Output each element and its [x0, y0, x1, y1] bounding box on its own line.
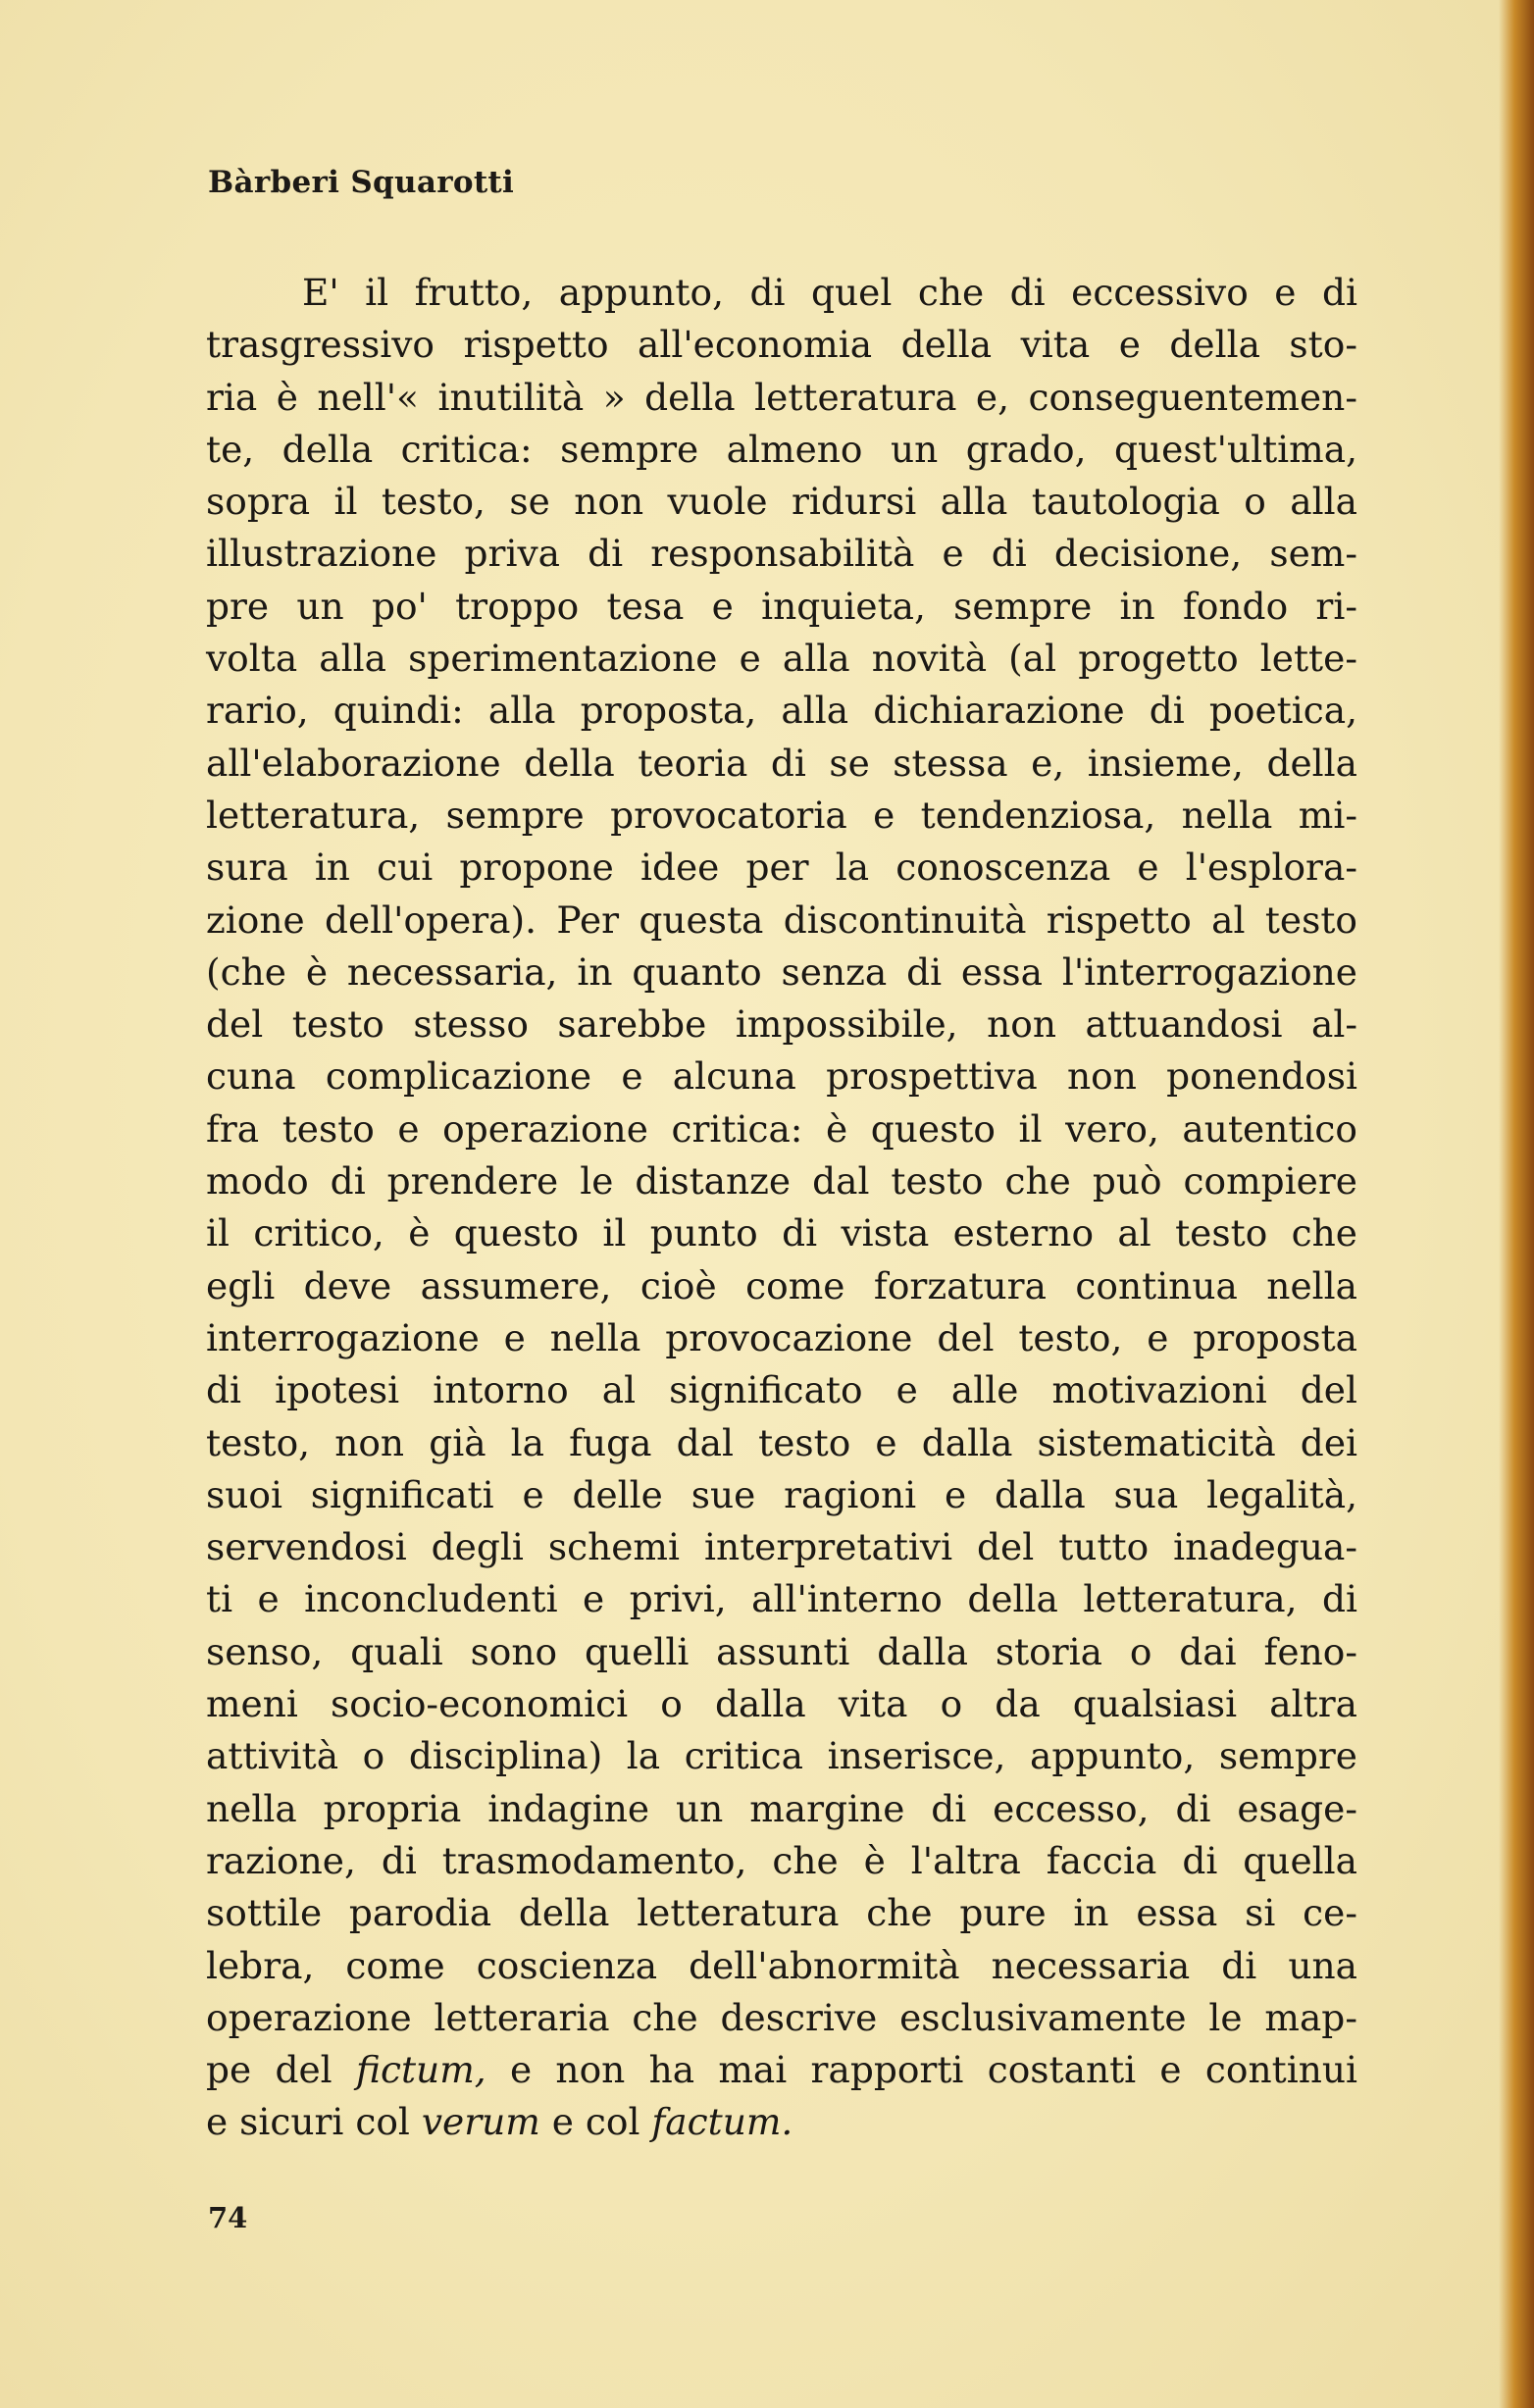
- text-line: (che è necessaria, in quanto senza di essa l'interrogazione: [206, 949, 1357, 994]
- text-line: sottile parodia della letteratura che pure in essa si ce-: [206, 1891, 1357, 1935]
- text-line: ti e inconcludenti e privi, all'interno della letteratura, di: [206, 1577, 1357, 1621]
- text-line: interrogazione e nella provocazione del testo, e proposta: [206, 1315, 1357, 1359]
- text-fragment: e sicuri col: [206, 2100, 422, 2144]
- text-line: suoi significati e delle sue ragioni e dalla sua legalità,: [206, 1472, 1357, 1516]
- text-line: di ipotesi intorno al significato e alle motivazioni del: [206, 1368, 1357, 1412]
- text-line: del testo stesso sarebbe impossibile, non attuandosi al-: [206, 1002, 1357, 1047]
- text-line: all'elaborazione della teoria di se stessa e, insieme, della: [206, 741, 1357, 785]
- text-line: volta alla sperimentazione e alla novità (al progetto lette-: [206, 637, 1357, 681]
- text-line: attività o disciplina) la critica inserisce, appunto, sempre: [206, 1734, 1357, 1778]
- text-fragment: e col: [539, 2100, 652, 2144]
- text-line: [206, 2044, 1357, 2096]
- text-fragment: pe del: [206, 2048, 356, 2092]
- italic-term: factum.: [651, 2100, 793, 2144]
- page-edge-shadow: [1499, 0, 1534, 2408]
- running-head: Bàrberi Squarotti: [208, 165, 515, 200]
- text-line: ria è nell'« inutilità » della letteratura e, conseguentemen-: [206, 375, 1357, 419]
- text-line: egli deve assumere, cioè come forzatura continua nella: [206, 1263, 1357, 1307]
- text-fragment: e non ha mai rapporti costanti e continui: [486, 2048, 1357, 2092]
- body-paragraph: [206, 267, 1357, 2149]
- text-line: servendosi degli schemi interpretativi del tutto inadegua-: [206, 1525, 1357, 1569]
- text-line-last: [206, 2096, 1357, 2148]
- text-line: lebra, come coscienza dell'abnormità necessaria di una: [206, 1943, 1357, 1987]
- text-line: pre un po' troppo tesa e inquieta, sempre in fondo ri-: [206, 584, 1357, 628]
- text-line: trasgressivo rispetto all'economia della vita e della sto-: [206, 323, 1357, 367]
- text-line: fra testo e operazione critica: è questo il vero, autentico: [206, 1106, 1357, 1151]
- page-number: 74: [208, 2201, 248, 2234]
- text-line: razione, di trasmodamento, che è l'altra faccia di quella: [206, 1838, 1357, 1882]
- text-line: senso, quali sono quelli assunti dalla storia o dai feno-: [206, 1629, 1357, 1673]
- text-line: operazione letteraria che descrive esclusivamente le map-: [206, 1995, 1357, 2039]
- text-line: te, della critica: sempre almeno un grado, quest'ultima,: [206, 427, 1357, 471]
- text-line: modo di prendere le distanze dal testo che può compiere: [206, 1159, 1357, 1204]
- italic-term: fictum,: [355, 2048, 486, 2092]
- italic-term: verum: [421, 2100, 540, 2144]
- text-line: rario, quindi: alla proposta, alla dichiarazione di poetica,: [206, 689, 1357, 733]
- text-line: zione dell'opera). Per questa discontinuità rispetto al testo: [206, 897, 1357, 942]
- text-line: meni socio-economici o dalla vita o da qualsiasi altra: [206, 1682, 1357, 1726]
- text-line: sopra il testo, se non vuole ridursi alla tautologia o alla: [206, 480, 1357, 524]
- text-line: cuna complicazione e alcuna prospettiva non ponendosi: [206, 1054, 1357, 1099]
- text-line: testo, non già la fuga dal testo e dalla sistematicità dei: [206, 1420, 1357, 1464]
- text-line: E' il frutto, appunto, di quel che di eccessivo e di: [302, 271, 1357, 314]
- text-line: sura in cui propone idee per la conoscenza e l'esplora-: [206, 845, 1357, 890]
- text-line: nella propria indagine un margine di eccesso, di esage-: [206, 1786, 1357, 1830]
- text-line: illustrazione priva di responsabilità e di decisione, sem-: [206, 532, 1357, 576]
- text-line: letteratura, sempre provocatoria e tendenziosa, nella mi-: [206, 793, 1357, 837]
- text-line: il critico, è questo il punto di vista esterno al testo che: [206, 1211, 1357, 1255]
